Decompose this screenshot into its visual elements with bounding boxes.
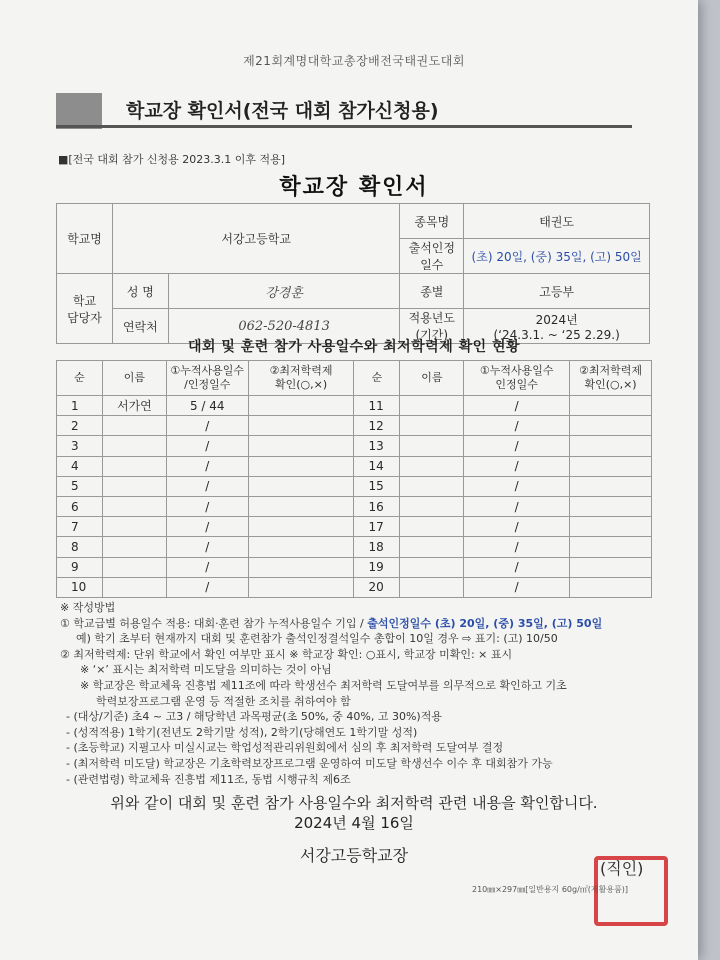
detail-4: - (최저학력 미도달) 학교장은 기초학력보장프로그램 운영하여 미도달 학생선수 이수 후 대회참가 가능 xyxy=(66,756,553,770)
row-min-right xyxy=(570,577,652,597)
row-name-left xyxy=(102,416,166,436)
row-name-left xyxy=(102,456,166,476)
name-label: 성 명 xyxy=(112,274,168,309)
row-number-left: 2 xyxy=(57,416,103,436)
school-value: 서강고등학교 xyxy=(112,204,399,274)
instructions-heading: ※ 작성방법 xyxy=(60,601,116,614)
col-no-left: 순 xyxy=(57,361,103,396)
row-min-left xyxy=(248,496,354,516)
detail-3: - (초등학교) 지필고사 미실시교는 학업성적관리위원회에서 심의 후 최저학력 도달여부 결정 xyxy=(66,741,504,755)
col-days-left: ①누적사용일수 /인정일수 xyxy=(166,361,248,396)
year-value: 2024년 (‘24.3.1. ~ ‘25 2.29.) xyxy=(464,309,650,344)
row-name-left xyxy=(102,476,166,496)
row-name-right xyxy=(400,416,464,436)
col-name-right: 이름 xyxy=(400,361,464,396)
col-min-right: ②최저학력제 확인(○,×) xyxy=(570,361,652,396)
row-name-right xyxy=(400,496,464,516)
name-value: 강경훈 xyxy=(168,274,400,309)
row-min-left xyxy=(248,476,354,496)
event-label: 종목명 xyxy=(400,204,464,239)
row-name-right xyxy=(400,456,464,476)
row-number-left: 10 xyxy=(57,577,103,597)
division-label: 종별 xyxy=(400,274,464,309)
banner-grey-block xyxy=(56,93,102,129)
row-number-right: 15 xyxy=(354,476,400,496)
row-min-right xyxy=(570,496,652,516)
row-min-right xyxy=(570,537,652,557)
row-number-right: 14 xyxy=(354,456,400,476)
note-2: ② 최저학력제: 단위 학교에서 확인 여부만 표시 ※ 학교장 확인: ○표시, 학교장 미확인: × 표시 xyxy=(60,647,513,661)
row-number-left: 7 xyxy=(57,517,103,537)
school-label: 학교명 xyxy=(57,204,113,274)
row-min-left xyxy=(248,396,354,416)
row-days-right: / xyxy=(464,476,570,496)
row-name-left xyxy=(102,436,166,456)
row-name-left xyxy=(102,517,166,537)
table-row xyxy=(57,416,652,436)
row-number-left: 6 xyxy=(57,496,103,516)
row-min-right xyxy=(570,456,652,476)
row-name-right xyxy=(400,436,464,456)
row-number-left: 9 xyxy=(57,557,103,577)
sign-date: 2024년 4월 16일 xyxy=(294,814,414,832)
row-days-right: / xyxy=(464,557,570,577)
row-days-left: / xyxy=(166,456,248,476)
banner-title: 학교장 확인서(전국 대회 참가신청용) xyxy=(126,100,439,122)
note-1a: ① 학교급별 허용일수 적용: 대회·훈련 참가 누적사용일수 기입 / 출석인정일수 (초) 20일, (중) 35일, (고) 50일 xyxy=(60,616,603,630)
confirmation-statement: 위와 같이 대회 및 훈련 참가 사용일수와 최저학력 관련 내용을 확인합니다. xyxy=(110,794,598,812)
detail-2: - (성적적용) 1학기(전년도 2학기말 성적), 2학기(당해연도 1학기말 성적) xyxy=(66,725,418,739)
col-days-right: ①누적사용일수 인정일수 xyxy=(464,361,570,396)
row-days-left: 5 / 44 xyxy=(166,396,248,416)
row-min-left xyxy=(248,456,354,476)
note-3: ※ ‘×’ 표시는 최저학력 미도달을 의미하는 것이 아님 xyxy=(80,663,332,677)
attendance-label: 출석인정 일수 xyxy=(400,239,464,274)
row-name-left xyxy=(102,496,166,516)
row-name-right xyxy=(400,577,464,597)
row-days-right: / xyxy=(464,517,570,537)
row-min-left xyxy=(248,436,354,456)
detail-1: - (대상/기준) 초4 ~ 고3 / 해당학년 과목평균(초 50%, 중 40%, 고 30%)적용 xyxy=(66,710,442,724)
instructions xyxy=(60,600,660,787)
row-number-right: 13 xyxy=(354,436,400,456)
table-row xyxy=(57,396,652,416)
row-number-left: 5 xyxy=(57,476,103,496)
table-row xyxy=(57,476,652,496)
row-days-right: / xyxy=(464,577,570,597)
detail-5: - (관련법령) 학교체육 진흥법 제11조, 동법 시행규칙 제6조 xyxy=(66,772,351,786)
row-days-right: / xyxy=(464,537,570,557)
col-no-right: 순 xyxy=(354,361,400,396)
table-row xyxy=(57,517,652,537)
row-days-left: / xyxy=(166,577,248,597)
usage-title: 대회 및 훈련 참가 사용일수와 최저학력제 확인 현황 xyxy=(187,339,521,355)
usage-table-body xyxy=(57,396,652,598)
title-banner xyxy=(56,93,632,129)
row-name-right xyxy=(400,476,464,496)
manager-label: 학교 담당자 xyxy=(57,274,113,344)
table-row xyxy=(57,456,652,476)
row-name-left: 서가연 xyxy=(102,396,166,416)
row-days-left: / xyxy=(166,537,248,557)
table-row xyxy=(57,577,652,597)
event-name: 제21회계명대학교총장배전국태권도대회 xyxy=(243,54,465,68)
note-4b: 학력보장프로그램 운영 등 적절한 조치를 취하여야 함 xyxy=(96,694,351,708)
row-min-right xyxy=(570,476,652,496)
row-number-left: 4 xyxy=(57,456,103,476)
row-number-right: 20 xyxy=(354,577,400,597)
row-days-left: / xyxy=(166,436,248,456)
seal-label: (직인) xyxy=(600,859,644,878)
row-min-right xyxy=(570,557,652,577)
col-name-left: 이름 xyxy=(102,361,166,396)
paper-spec: 210㎜×297㎜[일반용지 60g/㎡(재활용품)] xyxy=(472,885,629,894)
row-number-left: 1 xyxy=(57,396,103,416)
row-days-left: / xyxy=(166,476,248,496)
row-number-left: 8 xyxy=(57,537,103,557)
row-number-right: 19 xyxy=(354,557,400,577)
row-days-right: / xyxy=(464,496,570,516)
division-value: 고등부 xyxy=(464,274,650,309)
row-days-right: / xyxy=(464,416,570,436)
contact-label: 연락처 xyxy=(112,309,168,344)
row-min-left xyxy=(248,557,354,577)
row-days-right: / xyxy=(464,436,570,456)
row-min-right xyxy=(570,436,652,456)
banner-underline xyxy=(56,125,632,128)
row-min-left xyxy=(248,537,354,557)
table-row xyxy=(57,496,652,516)
col-min-left: ②최저학력제 확인(○,×) xyxy=(248,361,354,396)
row-min-right xyxy=(570,517,652,537)
row-name-right xyxy=(400,557,464,577)
row-name-right xyxy=(400,517,464,537)
usage-table xyxy=(56,360,652,598)
row-min-right xyxy=(570,396,652,416)
year-label: 적용년도 (기간) xyxy=(400,309,464,344)
row-days-right: / xyxy=(464,396,570,416)
row-days-left: / xyxy=(166,557,248,577)
row-name-left xyxy=(102,557,166,577)
row-days-right: / xyxy=(464,456,570,476)
contact-value: 062-520-4813 xyxy=(168,309,400,344)
table-row xyxy=(57,557,652,577)
row-number-left: 3 xyxy=(57,436,103,456)
info-table xyxy=(56,203,650,344)
principal-name: 서강고등학교장 xyxy=(299,846,409,865)
row-number-right: 18 xyxy=(354,537,400,557)
row-days-left: / xyxy=(166,496,248,516)
table-row xyxy=(57,436,652,456)
row-days-left: / xyxy=(166,416,248,436)
event-value: 태권도 xyxy=(464,204,650,239)
row-number-right: 16 xyxy=(354,496,400,516)
row-number-right: 12 xyxy=(354,416,400,436)
note-1b: 예) 학기 초부터 현재까지 대회 및 훈련참가 출석인정결석일수 총합이 10일 경우 ⇨ 표기: (고) 10/50 xyxy=(76,632,558,646)
row-name-left xyxy=(102,577,166,597)
row-name-right xyxy=(400,537,464,557)
row-min-left xyxy=(248,517,354,537)
row-min-right xyxy=(570,416,652,436)
row-min-left xyxy=(248,577,354,597)
row-min-left xyxy=(248,416,354,436)
row-name-left xyxy=(102,537,166,557)
row-number-right: 11 xyxy=(354,396,400,416)
document-title: 학교장 확인서 xyxy=(279,175,429,200)
row-days-left: / xyxy=(166,517,248,537)
note-4a: ※ 학교장은 학교체육 진흥법 제11조에 따라 학생선수 최저학력 도달여부를 의무적으로 확인하고 기초 xyxy=(80,678,567,692)
attendance-value: (초) 20일, (중) 35일, (고) 50일 xyxy=(464,239,650,274)
applies-note: ■[전국 대회 참가 신청용 2023.3.1 이후 적용] xyxy=(58,153,286,166)
table-row xyxy=(57,537,652,557)
row-name-right xyxy=(400,396,464,416)
row-number-right: 17 xyxy=(354,517,400,537)
